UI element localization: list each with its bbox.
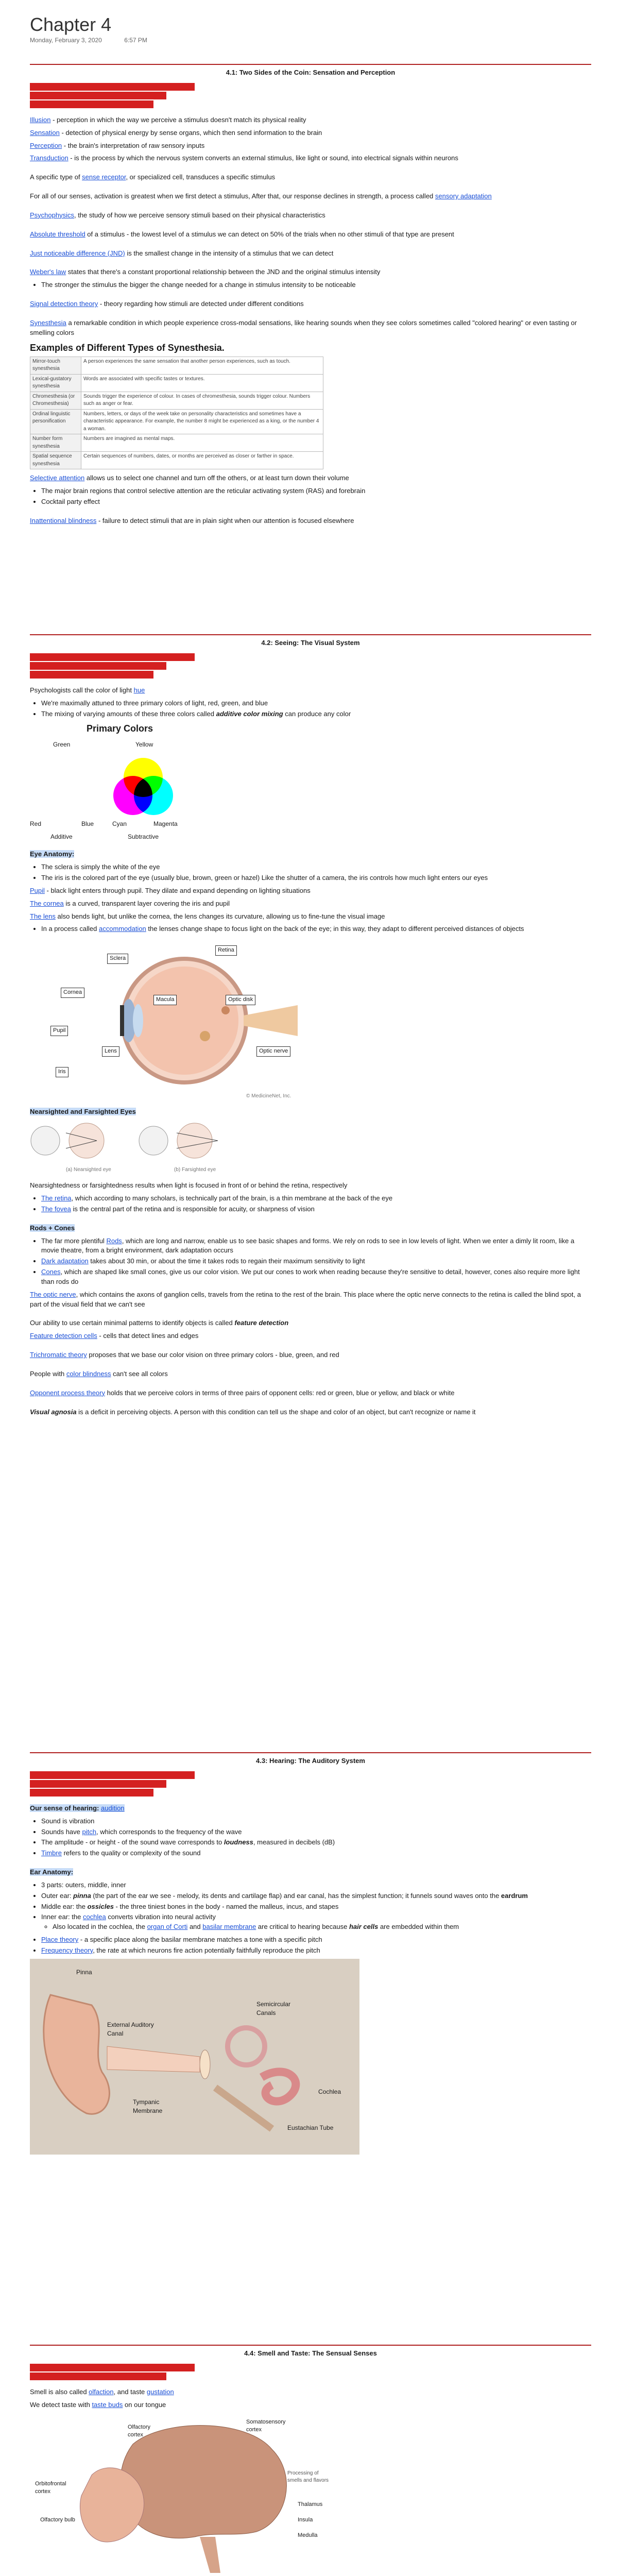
note-line: Perception - the brain's interpretation of raw sensory inputs xyxy=(30,141,205,149)
term-link[interactable]: sensory adaptation xyxy=(435,192,492,200)
diagram-label: Orbitofrontal cortex xyxy=(35,2480,66,2495)
term-link[interactable]: Selective attention xyxy=(30,474,85,482)
term-link[interactable]: color blindness xyxy=(66,1369,111,1378)
subheading: Eye Anatomy: xyxy=(30,850,75,858)
term-link[interactable]: sense receptor xyxy=(82,173,126,181)
page-title: Chapter 4 xyxy=(30,14,112,35)
term-link[interactable]: The optic nerve xyxy=(30,1290,76,1298)
term-link[interactable]: Inattentional blindness xyxy=(30,516,97,524)
diagram-label: Cochlea xyxy=(318,2088,341,2095)
note-line xyxy=(30,1868,591,1877)
section-4-4 xyxy=(30,2342,591,2576)
section-4-2 xyxy=(30,631,591,1420)
color-label: Subtractive xyxy=(128,833,159,841)
redacted-bar xyxy=(30,653,195,661)
synesthesia-table-title: Examples of Different Types of Synesthesia. xyxy=(30,342,225,353)
bullet-list xyxy=(30,486,591,507)
section-title: 4.4: Smell and Taste: The Sensual Senses xyxy=(244,2349,377,2357)
term-link[interactable]: Psychophysics xyxy=(30,211,74,219)
page-date: Monday, February 3, 2020 xyxy=(30,37,102,44)
redacted-bar xyxy=(30,2364,195,2371)
diagram-label: Pinna xyxy=(76,1968,92,1976)
note-line: The cornea is a curved, transparent layer covering the iris and pupil xyxy=(30,899,230,907)
table-row: Chromesthesia (or Chromesthesia) Sounds trigger the experience of colour. In cases of chromesthesia, sounds trigger colour. Numbers such as anger or fear. xyxy=(30,392,323,409)
color-label: Yellow xyxy=(135,741,153,749)
redacted-bar xyxy=(30,1780,166,1788)
table-row: Lexical-gustatory synesthesia Words are associated with specific tastes or textures. xyxy=(30,374,323,392)
list-item: • We're maximally attuned to three primary colors of light, red, green, and blue xyxy=(41,699,591,708)
nearsighted-farsighted-figure xyxy=(30,1120,246,1177)
figure-caption: (a) Nearsighted eye xyxy=(66,1167,111,1173)
note-line: Weber's law states that there's a constant proportional relationship between the JND and the original stimulus intensity xyxy=(30,268,381,276)
list-item: • Dark adaptation takes about 30 min, or about the time it takes rods to regain their maximum sensitivity to light xyxy=(41,1257,591,1266)
smell-taste-brain-figure xyxy=(30,2413,349,2576)
subheading: Rods + Cones xyxy=(30,1224,75,1232)
redacted-bar xyxy=(30,1771,195,1779)
list-item: • The iris is the colored part of the eye (usually blue, brown, green or hazel) Like the shutter of a camera, the iris controls how much light enters our eyes xyxy=(41,873,591,883)
list-item: • Timbre refers to the quality or complexity of the sound xyxy=(41,1849,591,1858)
section-4-3 xyxy=(30,1749,591,2158)
eye-anatomy-figure xyxy=(30,938,318,1103)
list-item: • 3 parts: outers, middle, inner xyxy=(41,1880,591,1890)
list-item: • The far more plentiful Rods, which are long and narrow, enable us to see basic shapes and forms. We rely on rods to see in low levels of light. When we enter a dimly lit room, like a movie theatre, from a bright environment, dark adaptation occurs xyxy=(41,1236,591,1256)
diagram-label: External Auditory Canal xyxy=(107,2021,154,2038)
note-line: The optic nerve, which contains the axons of ganglion cells, travels from the retina to the rest of the brain. This place where the optic nerve connects to the retina is called the blind spot, a part of the visual field that we can't see xyxy=(30,1290,581,1308)
term-link[interactable]: gustation xyxy=(146,2387,174,2396)
figure-title: Primary Colors xyxy=(87,723,153,734)
section-divider xyxy=(30,1752,591,1753)
table-row: Number form synesthesia Numbers are imagined as mental maps. xyxy=(30,434,323,452)
diagram-label: Iris xyxy=(56,1067,68,1077)
list-item: • In a process called accommodation the lenses change shape to focus light on the back of the eye; in this way, they adapt to different perceived distances of objects xyxy=(41,924,591,934)
subheading: Nearsighted and Farsighted Eyes xyxy=(30,1108,136,1116)
diagram-label: Eustachian Tube xyxy=(287,2124,334,2131)
note-line: Selective attention allows us to select one channel and turn off the others, or at least turn down their volume xyxy=(30,474,349,482)
diagram-label: Optic nerve xyxy=(256,1046,290,1057)
redacted-bar xyxy=(30,662,166,670)
note-line: A specific type of sense receptor, or specialized cell, transduces a specific stimulus xyxy=(30,173,276,181)
section-divider xyxy=(30,634,591,635)
color-label: Additive xyxy=(50,833,73,841)
diagram-label: Tympanic Membrane xyxy=(133,2098,163,2115)
note-line: People with color blindness can't see all colors xyxy=(30,1369,168,1378)
list-item: • The stronger the stimulus the bigger the change needed for a change in stimulus intensity to be noticeable xyxy=(41,280,591,290)
diagram-label: Medulla xyxy=(298,2532,318,2538)
figure-caption: (b) Farsighted eye xyxy=(174,1167,216,1173)
term-link[interactable]: Absolute threshold xyxy=(30,230,85,238)
color-label: Magenta xyxy=(153,820,178,828)
term-link[interactable]: Transduction xyxy=(30,154,68,162)
term-link[interactable]: taste buds xyxy=(92,2400,123,2409)
term-link[interactable]: Sensation xyxy=(30,128,60,137)
note-line: Signal detection theory - theory regarding how stimuli are detected under different conditions xyxy=(30,300,304,308)
color-label: Blue xyxy=(81,820,94,828)
note-line: We detect taste with taste buds on our tongue xyxy=(30,2400,166,2409)
list-item: • The fovea is the central part of the retina and is responsible for acuity, or sharpness of vision xyxy=(41,1205,591,1214)
bullet-list xyxy=(30,924,591,934)
bullet-list xyxy=(30,699,591,719)
diagram-label: Sclera xyxy=(107,954,128,964)
list-item: • Middle ear: the ossicles - the three tiniest bones in the body - named the malleus, incus, and stapes xyxy=(41,1902,591,1912)
list-item: • Cocktail party effect xyxy=(41,497,591,507)
note-line xyxy=(30,850,591,859)
redacted-bar xyxy=(30,83,195,91)
term-link[interactable]: The lens xyxy=(30,912,56,920)
bullet-list xyxy=(30,1817,591,1858)
note-line: Synesthesia a remarkable condition in which people experience cross-modal sensations, like hearing sounds when they see colors sometimes called "colored hearing" or even tasting or smelling colors xyxy=(30,318,577,336)
table-row: Ordinal linguistic personification Numbers, letters, or days of the week take on personality characteristics and sometimes have a characteristic appearance. For example, the number 8 might be experienced as a king, or the number 4 a woman. xyxy=(30,409,323,434)
section-divider xyxy=(30,64,591,65)
bullet-list xyxy=(30,1236,591,1287)
list-item: • The amplitude - or height - of the sound wave corresponds to loudness, measured in decibels (dB) xyxy=(41,1838,591,1848)
diagram-label: Optic disk xyxy=(226,995,255,1005)
list-item: • Sounds have pitch, which corresponds to the frequency of the wave xyxy=(41,1827,591,1837)
diagram-label: Somatosensory cortex xyxy=(246,2418,286,2433)
term-link[interactable]: Weber's law xyxy=(30,268,66,276)
note-line: Sensation - detection of physical energy by sense organs, which then send information to the brain xyxy=(30,128,322,137)
diagram-label: Thalamus xyxy=(298,2501,323,2507)
section-4-1 xyxy=(30,61,591,529)
bullet-list xyxy=(30,280,591,290)
term-link[interactable]: Perception xyxy=(30,141,62,149)
bullet-list xyxy=(30,1880,591,1956)
redacted-bar xyxy=(30,1789,153,1797)
note-line: Our sense of hearing: audition xyxy=(30,1804,125,1812)
note-line: Psychologists call the color of light hue xyxy=(30,686,145,694)
note-line: Psychophysics, the study of how we perceive sensory stimuli based on their physical characteristics xyxy=(30,211,325,219)
term-link[interactable]: Feature detection cells xyxy=(30,1332,97,1340)
redacted-bar xyxy=(30,92,166,99)
page-meta xyxy=(30,36,168,45)
term-link[interactable]: Trichromatic theory xyxy=(30,1351,87,1359)
eye-focus-graphic xyxy=(30,1120,246,1166)
note-line: Illusion - perception in which the way we perceive a stimulus doesn't match its physical reality xyxy=(30,115,306,124)
note-line: Trichromatic theory proposes that we base our color vision on three primary colors - blue, green, and red xyxy=(30,1351,339,1359)
note-line: Pupil - black light enters through pupil. They dilate and expand depending on lighting situations xyxy=(30,886,311,894)
note-line: Smell is also called olfaction, and taste gustation xyxy=(30,2387,174,2396)
diagram-label: Processing of smells and flavors xyxy=(287,2470,329,2484)
ear-anatomy-figure xyxy=(30,1959,359,2155)
note-line xyxy=(30,1224,591,1233)
list-item: • Cones, which are shaped like small cones, give us our color vision. We put our cones to work when reading because they're sensitive to detail, however, cones also require more light than rods do xyxy=(41,1267,591,1287)
note-line: For all of our senses, activation is greatest when we first detect a stimulus, After that, our response declines in strength, a process called sensory adaptation xyxy=(30,192,492,200)
term-link[interactable]: olfaction xyxy=(89,2387,114,2396)
diagram-label: Olfactory cortex xyxy=(128,2424,151,2438)
list-item: • The retina, which according to many scholars, is technically part of the brain, is a thin membrane at the back of the eye xyxy=(41,1194,591,1204)
note-line: The lens also bends light, but unlike the cornea, the lens changes its curvature, allowing us to fine-tune the visual image xyxy=(30,912,385,920)
note-line: Transduction - is the process by which the nervous system converts an external stimulus, like light or sound, into electrical signals within neurons xyxy=(30,154,458,162)
term-link[interactable]: hue xyxy=(133,686,145,694)
list-item: • Outer ear: pinna (the part of the ear we see - melody, its dents and cartilage flap) and ear canal, has the simplest function; it funnels sound waves onto the eardrum xyxy=(41,1891,591,1901)
primary-colors-figure xyxy=(30,722,215,845)
list-item: • The major brain regions that control selective attention are the reticular activating system (RAS) and forebrain xyxy=(41,486,591,496)
list-item: • The sclera is simply the white of the eye xyxy=(41,862,591,872)
subheading: Ear Anatomy: xyxy=(30,1868,74,1876)
page-time: 6:57 PM xyxy=(124,37,147,44)
term-link[interactable]: Opponent process theory xyxy=(30,1388,105,1397)
note-line: Visual agnosia is a deficit in perceiving objects. A person with this condition can tell us the shape and color of an object, but can't recognize or name it xyxy=(30,1408,476,1416)
note-line: Inattentional blindness - failure to detect stimuli that are in plain sight when our attention is focused elsewhere xyxy=(30,516,354,524)
section-title: 4.3: Hearing: The Auditory System xyxy=(256,1757,365,1765)
diagram-label: Olfactory bulb xyxy=(40,2516,75,2523)
diagram-label: Cornea xyxy=(61,988,84,998)
term-link[interactable]: Illusion xyxy=(30,115,51,124)
note-line: Opponent process theory holds that we perceive colors in terms of three pairs of opponent cells: red or green, blue or yellow, and black or white xyxy=(30,1388,455,1397)
eye-cross-section-graphic xyxy=(30,938,318,1103)
term-link[interactable]: Signal detection theory xyxy=(30,300,98,308)
list-item: • The mixing of varying amounts of these three colors called additive color mixing can produce any color xyxy=(41,709,591,719)
list-item: • Inner ear: the cochlea converts vibration into neural activity ◦ Also located in the cochlea, the organ of Corti and basilar membrane are critical to hearing because hair cells are embedded within them xyxy=(41,1912,591,1932)
bullet-list xyxy=(41,1922,591,1932)
list-item: • Place theory - a specific place along the basilar membrane matches a tone with a specific pitch xyxy=(41,1935,591,1945)
synesthesia-table xyxy=(30,357,323,470)
redacted-bar xyxy=(30,2372,166,2380)
section-title: 4.1: Two Sides of the Coin: Sensation and Perception xyxy=(226,69,396,76)
term-link[interactable]: The cornea xyxy=(30,899,64,907)
section-divider xyxy=(30,2345,591,2346)
diagram-label: Insula xyxy=(298,2516,313,2523)
term-link[interactable]: Pupil xyxy=(30,886,45,894)
note-line xyxy=(30,1107,591,1117)
table-row: Spatial sequence synesthesia Certain sequences of numbers, dates, or months are perceived as closer or farther in space. xyxy=(30,452,323,469)
table-row: Mirror-touch synesthesia A person experiences the same sensation that another person experiences, such as touch. xyxy=(30,357,323,374)
diagram-label: Macula xyxy=(153,995,177,1005)
color-label: Green xyxy=(53,741,71,749)
diagram-label: Pupil xyxy=(50,1026,68,1036)
section-title: 4.2: Seeing: The Visual System xyxy=(261,639,360,647)
note-line: Nearsightedness or farsightedness results when light is focused in front of or behind the retina, respectively xyxy=(30,1181,348,1190)
redacted-bar xyxy=(30,100,153,108)
note-line: Just noticeable difference (JND) is the smallest change in the intensity of a stimulus that we can detect xyxy=(30,249,334,257)
bullet-list xyxy=(30,862,591,883)
note-line: Feature detection cells - cells that detect lines and edges xyxy=(30,1332,199,1340)
bullet-list xyxy=(30,1194,591,1214)
term-link[interactable]: Just noticeable difference (JND) xyxy=(30,249,125,257)
redacted-bar xyxy=(30,671,153,679)
term-link[interactable]: audition xyxy=(100,1804,125,1812)
diagram-label: Retina xyxy=(215,945,237,956)
diagram-label: Lens xyxy=(102,1046,119,1057)
list-item: • Sound is vibration xyxy=(41,1817,591,1826)
diagram-label: Semicircular Canals xyxy=(256,2000,291,2017)
list-item: • Frequency theory, the rate at which neurons fire action potentially faithfully reproduce the pitch xyxy=(41,1946,591,1956)
list-item: ◦ Also located in the cochlea, the organ of Corti and basilar membrane are critical to hearing because hair cells are embedded within them xyxy=(53,1922,591,1932)
term-link[interactable]: Synesthesia xyxy=(30,318,66,327)
figure-credit: © MedicineNet, Inc. xyxy=(246,1093,291,1099)
note-line: Our ability to use certain minimal patterns to identify objects is called feature detection xyxy=(30,1319,289,1327)
color-label: Cyan xyxy=(112,820,127,828)
color-label: Red xyxy=(30,820,42,828)
note-line: Absolute threshold of a stimulus - the lowest level of a stimulus we can detect on 50% of the trials when no other stimuli of that type are present xyxy=(30,230,454,238)
